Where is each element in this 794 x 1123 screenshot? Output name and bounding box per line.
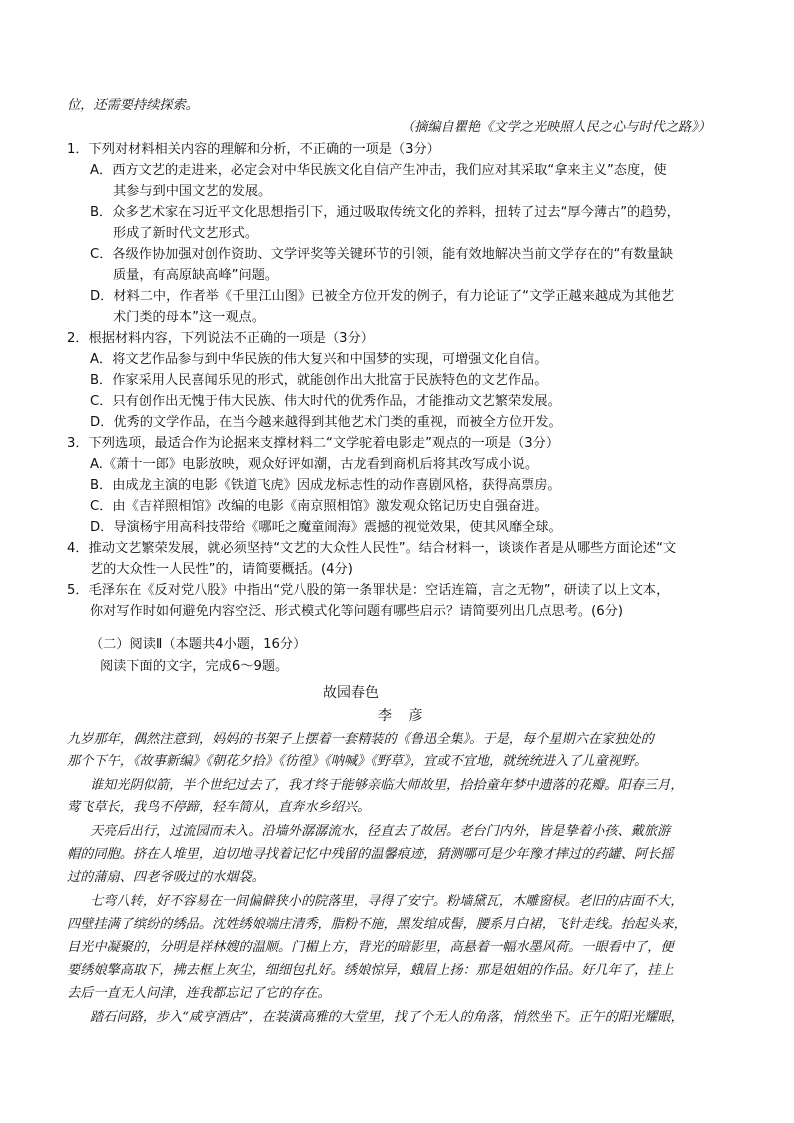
story-paragraph-3: 天亮后出行，过流园而未入。沿墙外潺潺流水，径直去了故居。老台门内外，皆是挚着小孩、戴旅游 <box>90 824 671 839</box>
question-3-option-a: A.《萧十一郎》电影放映，观众好评如潮，古龙看到商机后将其改写成小说。 <box>90 457 539 472</box>
story-paragraph-3-cont: 帽的同胞。挤在人堆里，迫切地寻找着记忆中残留的温馨痕迹，猜测哪可是少年豫才摔过的药罐、阿长摇 <box>67 847 674 862</box>
question-5-stem: 5．毛泽东在《反对党八股》中指出“党八股的第一条罪状是：空话连篇，言之无物”，研读了以上文本， <box>67 583 670 598</box>
story-paragraph-4-cont: 去后一直无人问津，连我都忘记了它的存在。 <box>67 986 331 1001</box>
story-title: 故园春色 <box>323 685 379 701</box>
question-2-stem: 2．根据材料内容，下列说法不正确的一项是（3分） <box>67 331 374 346</box>
story-paragraph-2-cont: 莺飞草长，我鸟不停蹄，轻车简从，直奔水乡绍兴。 <box>67 800 371 815</box>
section-2-instruction: 阅读下面的文字，完成6～9题。 <box>100 659 289 674</box>
story-paragraph-1-cont: 那个下午，《故事新编》《朝花夕拾》《彷徨》《呐喊》《野草》，宜或不宜地，就统统进入了儿童视野。 <box>67 754 648 769</box>
section-2-heading: （二）阅读Ⅱ（本题共4小题，16分） <box>90 637 307 652</box>
question-4-stem-cont: 艺的大众性一人民性”的，请简要概括。(4分) <box>90 562 353 577</box>
question-3-option-d: D．导演杨宇用高科技带给《哪吒之魔童闹海》震撼的视觉效果，使其风靡全球。 <box>90 520 562 535</box>
question-4-stem: 4．推动文艺繁荣发展，就必须坚持“文艺的大众性人民性”。结合材料一，谈谈作者是从哪些方面论述“文 <box>67 541 677 556</box>
question-1-option-c-cont: 质量，有高原缺高峰”问题。 <box>113 268 279 283</box>
story-paragraph-4: 七弯八转，好不容易在一间偏僻狭小的院落里，寻得了安宁。粉墙黛瓦，木雕窗棂。老旧的店面不大， <box>90 894 684 909</box>
question-3-stem: 3．下列选项，最适合作为论据来支撑材料二“文学驼着电影走”观点的一项是（3分） <box>67 436 560 451</box>
question-2-option-c: C．只有创作出无愧于伟大民族、伟大时代的优秀作品，才能推动文艺繁荣发展。 <box>90 394 561 409</box>
story-paragraph-4-cont: 四壁挂满了缤纷的绣品。沈姓绣娘端庄清秀，脂粉不施，黑发绾成髻，腰系月白裙，飞针走线。抬起头来， <box>67 917 687 932</box>
question-2-option-d: D．优秀的文学作品，在当今越来越得到其他艺术门类的重视，而被全方位开发。 <box>90 415 562 430</box>
question-3-option-c: C．由《吉祥照相馆》改编的电影《南京照相馆》激发观众铭记历史自强奋进。 <box>90 499 548 514</box>
question-1-option-a: A．西方文艺的走进来，必定会对中华民族文化自信产生冲击，我们应对其采取“拿来主义”态度，使 <box>90 163 667 178</box>
intro-tail: 位，还需要持续探索。 <box>67 98 199 113</box>
story-paragraph-4-cont: 要绣娘擎高取下，拂去框上灰尘，细细包扎好。绣娘惊异，蛾眉上扬：那是姐姐的作品。好几年了，挂上 <box>67 963 674 978</box>
story-paragraph-4-cont: 目光中凝聚的，分明是祥林嫂的温顺。门楣上方，背光的暗影里，高悬着一幅水墨风荷。一眼看中了，便 <box>67 940 674 955</box>
story-paragraph-1: 九岁那年，偶然注意到，妈妈的书架子上摆着一套精装的《鲁迅全集》。于是，每个星期六在家独处的 <box>67 732 654 747</box>
question-3-option-b: B．由成龙主演的电影《铁道飞虎》因成龙标志性的动作喜剧风格，获得高票房。 <box>90 478 561 493</box>
question-5-stem-cont: 你对写作时如何避免内容空泛、形式模式化等问题有哪些启示？请简要列出几点思考。(6分) <box>90 604 623 619</box>
story-paragraph-5: 踏石问路，步入“咸亨酒店”，在装潢高雅的大堂里，找了个无人的角落，悄然坐下。正午的阳光耀眼， <box>90 1010 684 1025</box>
question-2-option-a: A．将文艺作品参与到中华民族的伟大复兴和中国梦的实现，可增强文化自信。 <box>90 352 548 367</box>
story-author: 李 彦 <box>378 708 429 724</box>
question-1-stem: 1．下列对材料相关内容的理解和分析，不正确的一项是（3分） <box>67 142 440 157</box>
question-1-option-c: C．各级作协加强对创作资助、文学评奖等关键环节的引领，能有效地解决当前文学存在的“有数量缺 <box>90 247 674 262</box>
source-citation: （摘编自瞿艳《文学之光映照人民之心与时代之路》） <box>401 120 711 135</box>
question-1-option-b-cont: 形成了新时代文艺形式。 <box>113 226 259 241</box>
question-1-option-b: B．众多艺术家在习近平文化思想指引下，通过吸取传统文化的养料，扭转了过去“厚今薄古”的趋势， <box>90 205 680 220</box>
story-paragraph-3-cont: 过的蒲扇、四老爷吸过的水烟袋。 <box>67 870 265 885</box>
question-1-option-a-cont: 其参与到中国文艺的发展。 <box>113 184 272 199</box>
question-1-option-d-cont: 术门类的母本”这一观点。 <box>113 310 265 325</box>
question-2-option-b: B．作家采用人民喜闻乐见的形式，就能创作出大批富于民族特色的文艺作品。 <box>90 373 548 388</box>
story-paragraph-2: 谁知光阴似箭，半个世纪过去了，我才终于能够亲临大师故里，拾拾童年梦中遗落的花瓣。阳春三月， <box>90 778 684 793</box>
question-1-option-d: D．材料二中，作者举《千里江山图》已被全方位开发的例子，有力论证了“文学正越来越成为其他艺 <box>90 289 675 304</box>
